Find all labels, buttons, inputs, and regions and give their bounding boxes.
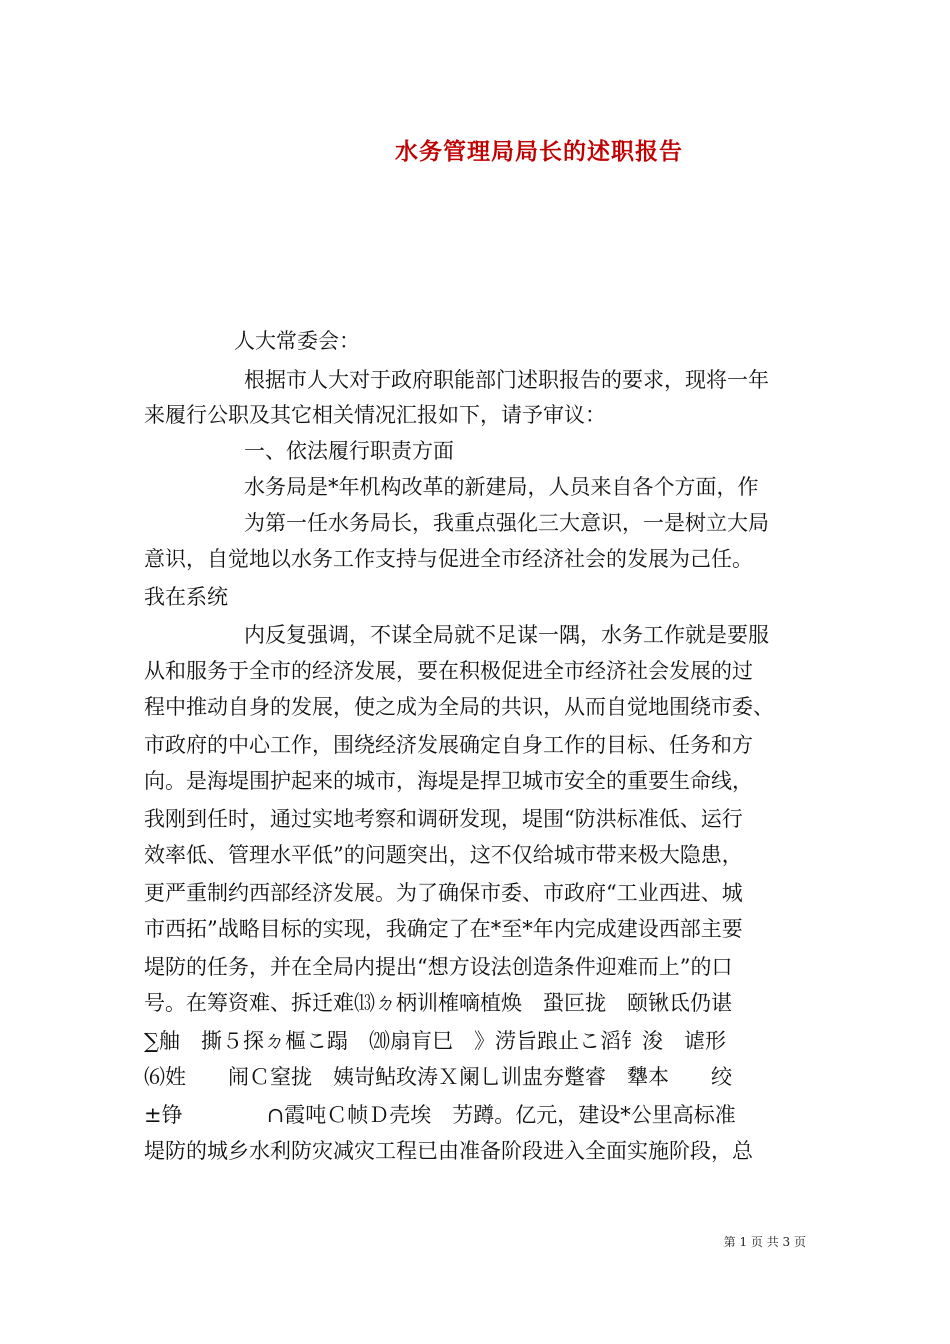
body-line: 从和服务于全市的经济发展，要在积极促进全市经济社会发展的过 bbox=[144, 659, 753, 683]
body-line: 效率低、管理水平低”的问题突出，这不仅给城市带来极大隐患， bbox=[144, 843, 743, 867]
body-line: ±铮 ∩霞吨Ｃ帧Ｄ壳埃 艻蹲。亿元，建设*公里高标准 bbox=[144, 1103, 736, 1127]
body-line: 来履行公职及其它相关情况汇报如下，请予审议： bbox=[144, 403, 606, 427]
body-line: ⑹姓 闹Ｃ窒拢 姨岢鲇玫涛Ｘ阑乚训盅夯蹩睿 犩本 绞 bbox=[144, 1065, 732, 1089]
body-line: 号。在筹资难、拆迁难⒀ㄉ柄训榷嘀植焕 蛩叵拢 颐锹氐仍谌 bbox=[144, 991, 732, 1015]
body-line: 意识，自觉地以水务工作支持与促进全市经济社会的发展为己任。 bbox=[144, 547, 753, 571]
body-line: 更严重制约西部经济发展。为了确保市委、市政府“工业西进、城 bbox=[144, 881, 743, 905]
body-line: 市西拓”战略目标的实现，我确定了在*至*年内完成建设西部主要 bbox=[144, 917, 743, 941]
body-line: 内反复强调，不谋全局就不足谋一隅，水务工作就是要服 bbox=[244, 623, 769, 647]
document-title: 水务管理局局长的述职报告 bbox=[395, 138, 683, 165]
body-line: 向。是海堤围护起来的城市，海堤是捍卫城市安全的重要生命线， bbox=[144, 769, 753, 793]
body-line: 堤防的城乡水利防灾减灾工程已由准备阶段进入全面实施阶段，总 bbox=[144, 1139, 753, 1163]
body-line: 程中推动自身的发展，使之成为全局的共识，从而自觉地围绕市委、 bbox=[144, 695, 774, 719]
body-line: 水务局是*年机构改革的新建局，人员来自各个方面，作 bbox=[244, 475, 759, 499]
body-line: 堤防的任务，并在全局内提出“想方设法创造条件迎难而上”的口 bbox=[144, 955, 733, 979]
body-line: 市政府的中心工作，围绕经济发展确定自身工作的目标、任务和方 bbox=[144, 733, 753, 757]
section-heading: 一、依法履行职责方面 bbox=[244, 439, 454, 463]
body-line: 我在系统 bbox=[144, 585, 228, 609]
body-line: 根据市人大对于政府职能部门述职报告的要求，现将一年 bbox=[244, 368, 769, 392]
body-line: ∑舳 撕５探ㄉ樞こ蹋 ⒇扇肓巳 》涝旨踉止こ滔钅浚 谑形 bbox=[144, 1029, 726, 1053]
salutation: 人大常委会： bbox=[234, 329, 360, 353]
body-line: 为第一任水务局长，我重点强化三大意识，一是树立大局 bbox=[244, 511, 769, 535]
page-number: 第 1 页 共 3 页 bbox=[723, 1235, 806, 1249]
body-line: 我刚到任时，通过实地考察和调研发现，堤围“防洪标准低、运行 bbox=[144, 807, 743, 831]
